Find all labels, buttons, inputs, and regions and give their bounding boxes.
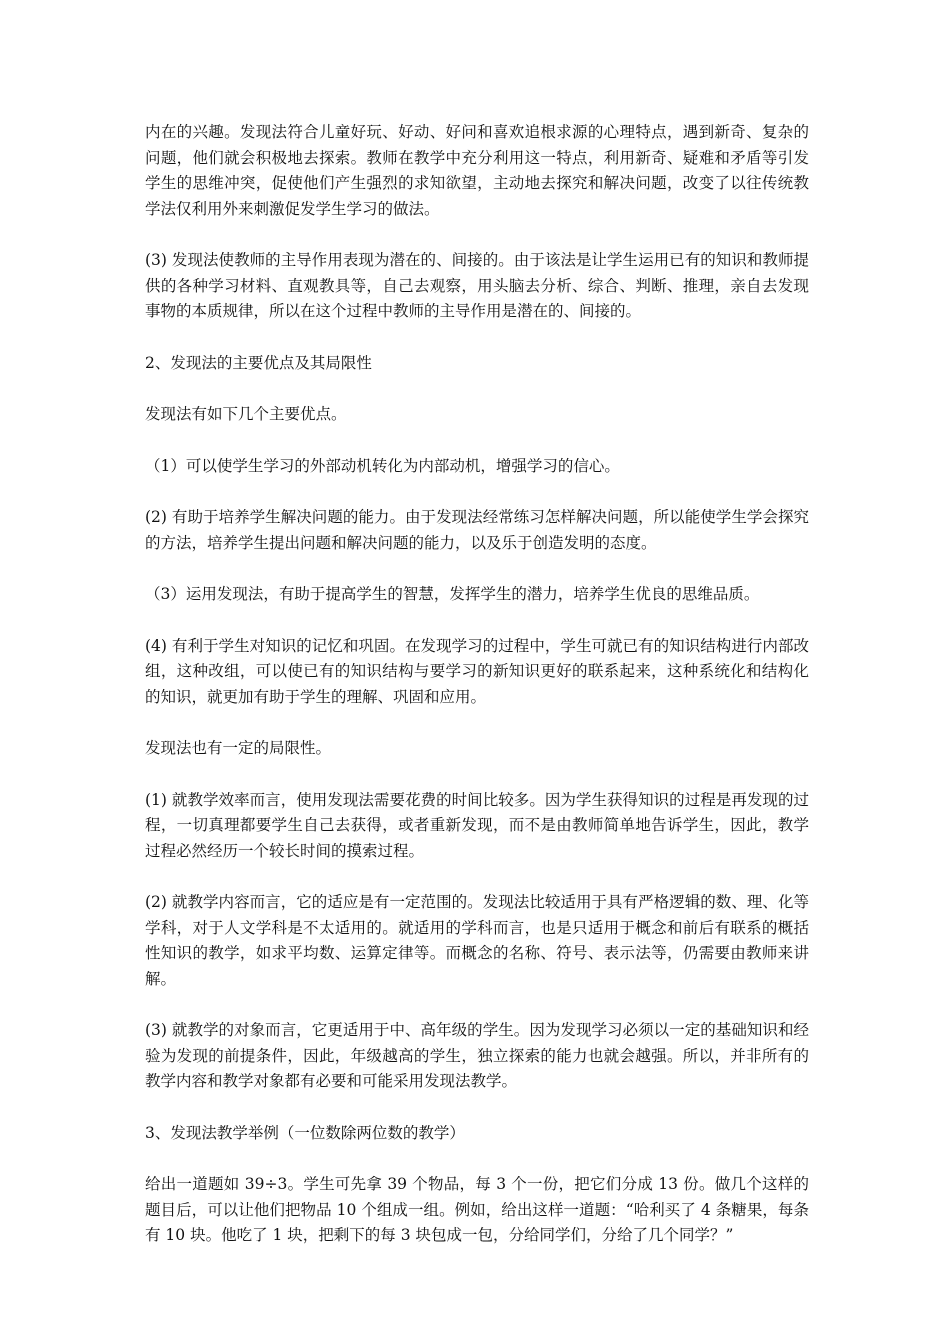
paragraph-intro-interest: 内在的兴趣。发现法符合儿童好玩、好动、好问和喜欢追根求源的心理特点，遇到新奇、复杂的问题，他们就会积极地去探索。教师在教学中充分利用这一特点，利用新奇、疑难和矛盾等引发学生的思维冲突，促使他们产生强烈的求知欲望，主动地去探究和解决问题，改变了以往传统教学法仅利用外来刺激促发学生学习的做法。 bbox=[145, 123, 809, 218]
paragraph-advantage-2: (2) 有助于培养学生解决问题的能力。由于发现法经常练习怎样解决问题，所以能使学生学会探究的方法，培养学生提出问题和解决问题的能力，以及乐于创造发明的态度。 bbox=[145, 508, 809, 552]
paragraph-example: 给出一道题如 39÷3。学生可先拿 39 个物品，每 3 个一份，把它们分成 13 份。做几个这样的题目后，可以让他们把物品 10 个组成一组。例如，给出这样一道题：“哈利买了 4 条糖果，每条有 10 块。他吃了 1 块，把剩下的每 3 块包成一包，分给同学们，分给了几个同学？” bbox=[145, 1175, 809, 1244]
paragraph-limitation-3: (3) 就教学的对象而言，它更适用于中、高年级的学生。因为发现学习必须以一定的基础知识和经验为发现的前提条件，因此，年级越高的学生，独立探索的能力也就会越强。所以，并非所有的教学内容和教学对象都有必要和可能采用发现法教学。 bbox=[145, 1021, 809, 1090]
paragraph-limitation-1: (1) 就教学效率而言，使用发现法需要花费的时间比较多。因为学生获得知识的过程是再发现的过程，一切真理都要学生自己去获得，或者重新发现，而不是由教师简单地告诉学生，因此，教学过程必然经历一个较长时间的摸索过程。 bbox=[145, 790, 809, 860]
paragraph-limitation-2: (2) 就教学内容而言，它的适应是有一定范围的。发现法比较适用于具有严格逻辑的数、理、化等学科，对于人文学科是不太适用的。就适用的学科而言，也是只适用于概念和前后有联系的概括性知识的教学，如求平均数、运算定律等。而概念的名称、符号、表示法等，仍需要由教师来讲解。 bbox=[145, 893, 809, 988]
paragraph-limitations-intro: 发现法也有一定的局限性。 bbox=[145, 739, 332, 757]
section-heading-example: 3、发现法教学举例（一位数除两位数的教学） bbox=[145, 1123, 465, 1142]
paragraph-advantages-intro: 发现法有如下几个主要优点。 bbox=[145, 405, 347, 423]
paragraph-advantage-4: (4) 有利于学生对知识的记忆和巩固。在发现学习的过程中，学生可就已有的知识结构进行内部改组，这种改组，可以使已有的知识结构与要学习的新知识更好的联系起来，这种系统化和结构化的知识，就更加有助于学生的理解、巩固和应用。 bbox=[145, 636, 809, 706]
section-heading-advantages: 2、发现法的主要优点及其局限性 bbox=[145, 353, 372, 372]
document-body bbox=[145, 120, 809, 1249]
paragraph-advantage-3: （3）运用发现法，有助于提高学生的智慧，发挥学生的潜力，培养学生优良的思维品质。 bbox=[145, 585, 760, 603]
paragraph-teacher-role: (3) 发现法使教师的主导作用表现为潜在的、间接的。由于该法是让学生运用已有的知识和教师提供的各种学习材料、直观教具等，自己去观察，用头脑去分析、综合、判断、推理，亲自去发现事物的本质规律，所以在这个过程中教师的主导作用是潜在的、间接的。 bbox=[145, 251, 809, 320]
paragraph-advantage-1: （1）可以使学生学习的外部动机转化为内部动机，增强学习的信心。 bbox=[145, 456, 620, 475]
